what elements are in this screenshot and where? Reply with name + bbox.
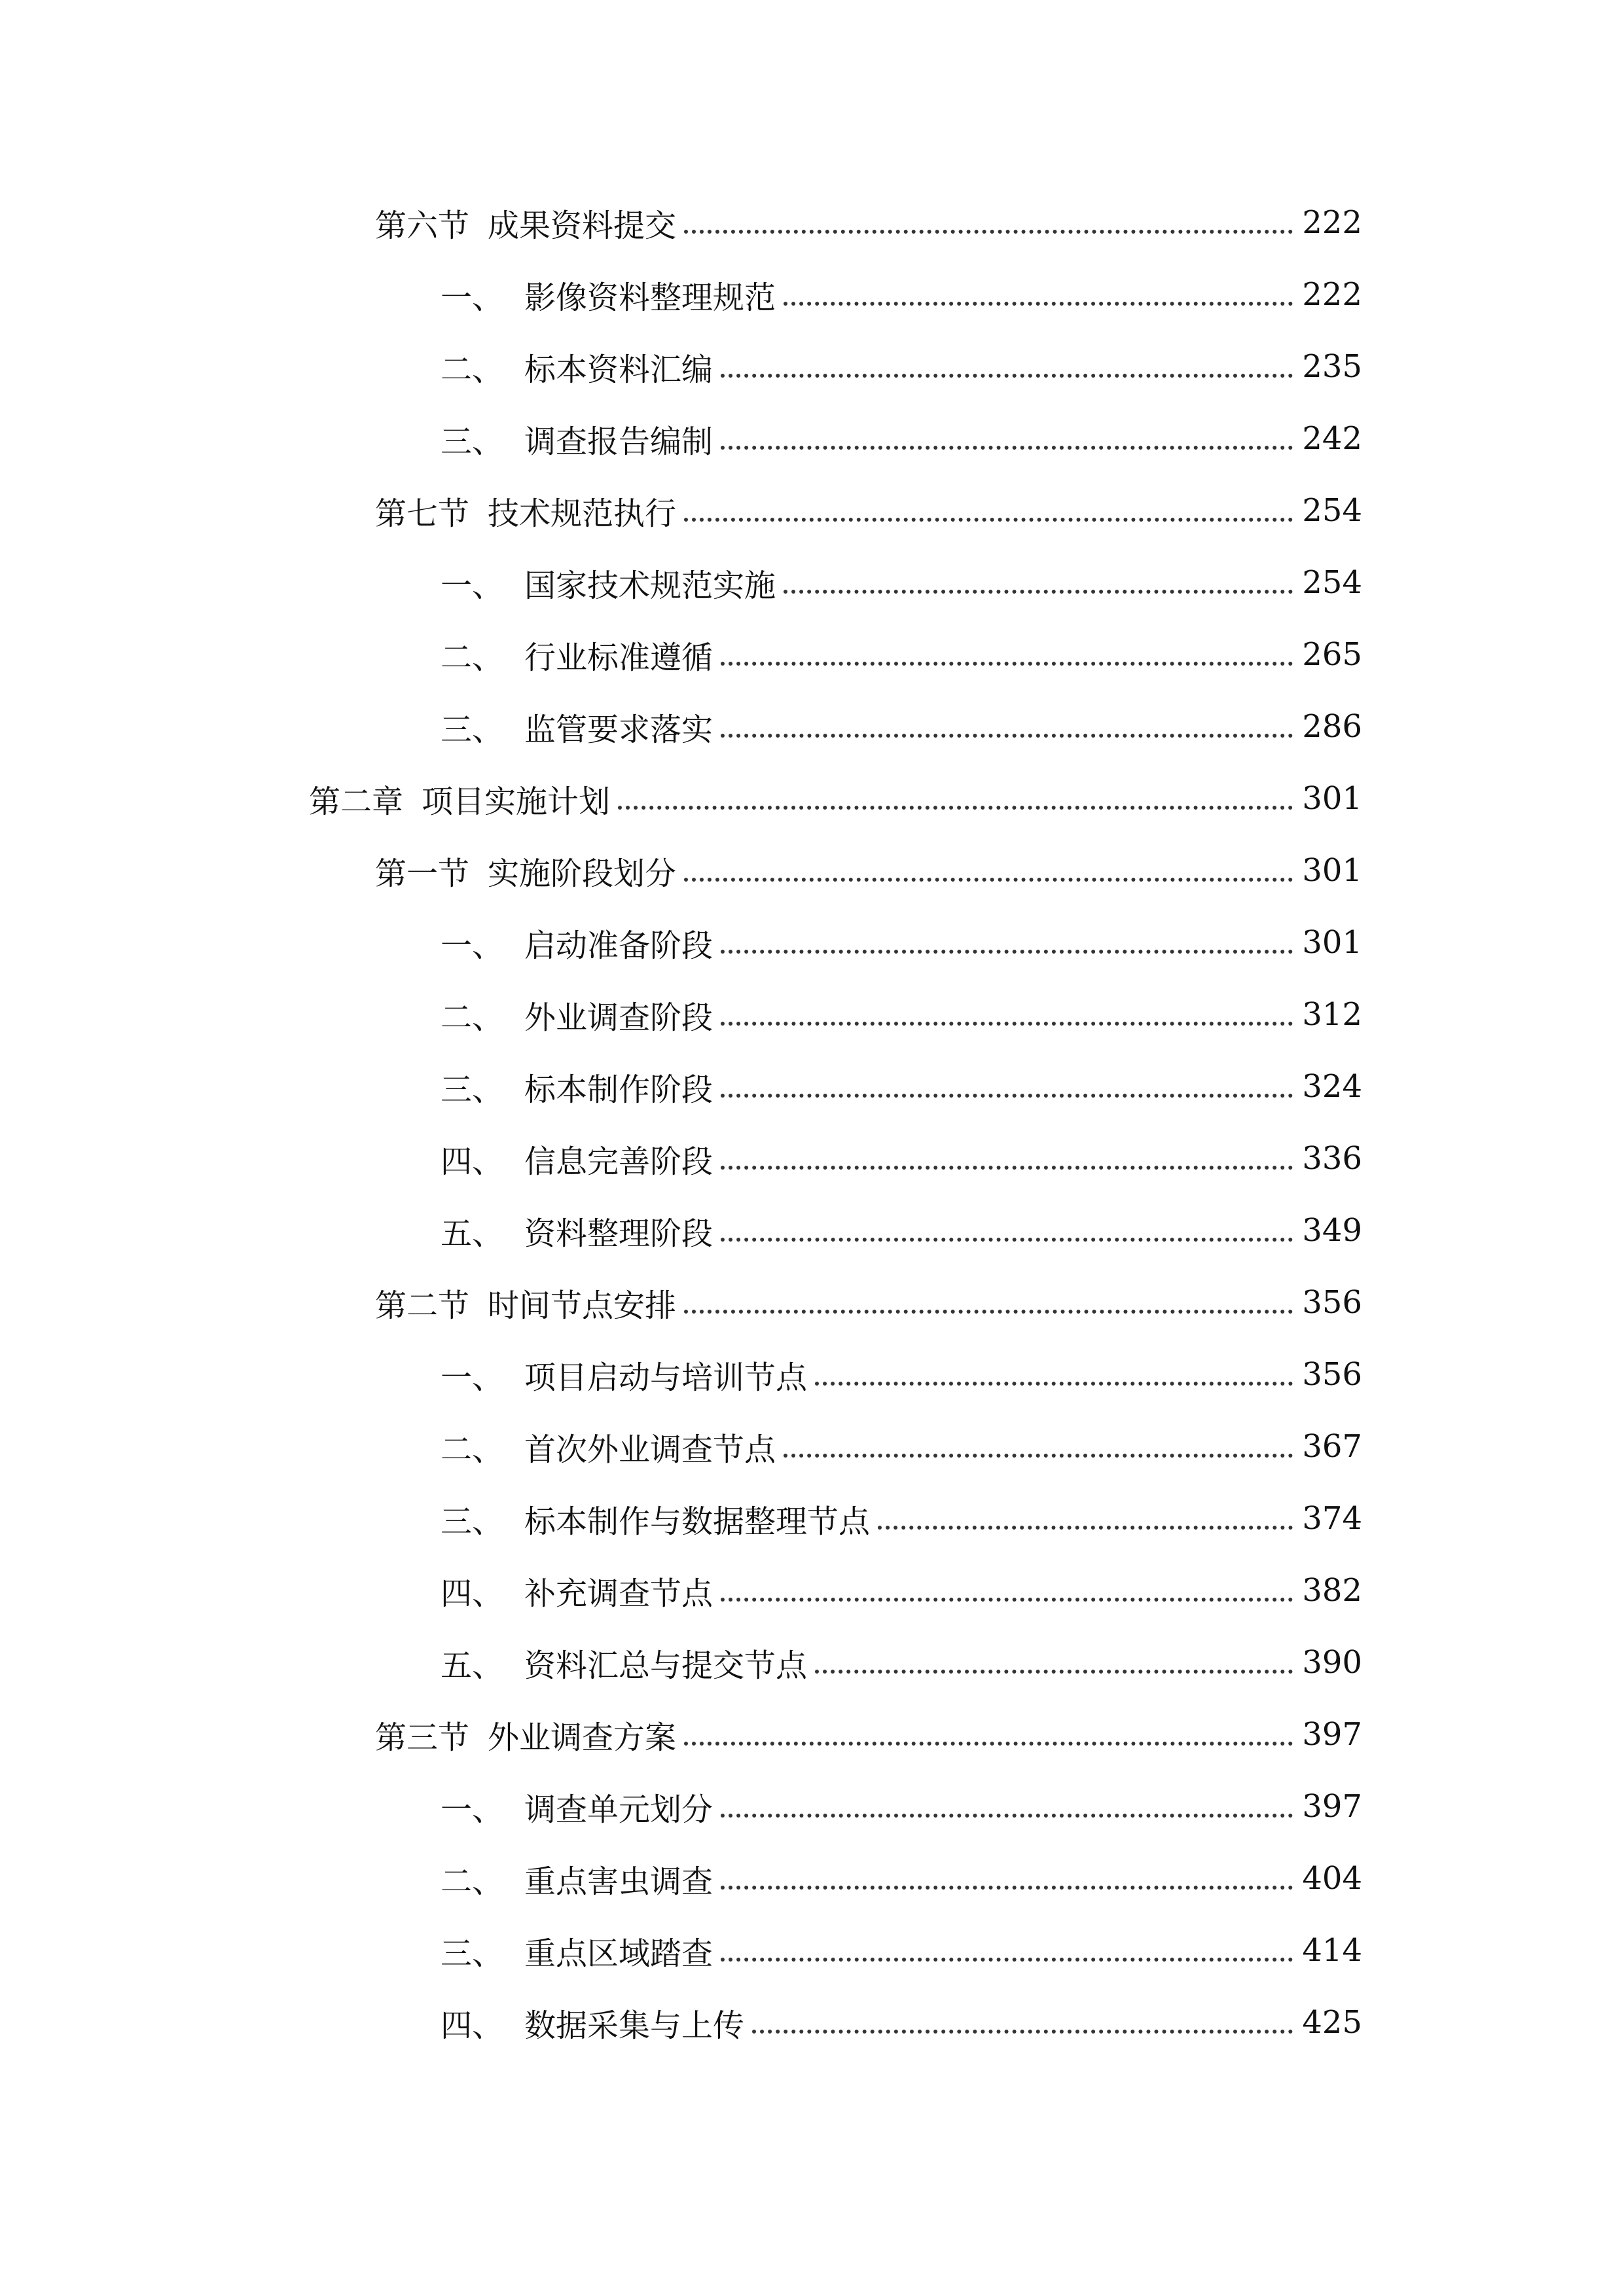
toc-entry-page-number: 301 [1302,780,1362,817]
toc-entry[interactable] [0,834,1624,906]
dot-leader [878,1526,1293,1530]
toc-entry-page-number: 367 [1302,1428,1362,1465]
toc-entry-title: 技术规范执行 [488,495,677,532]
toc-entry-number: 二、 [441,1431,504,1468]
toc-entry[interactable] [0,1410,1624,1482]
toc-entry-number: 第六节 [375,207,470,244]
dot-leader [721,1598,1293,1602]
toc-entry[interactable] [0,331,1624,403]
toc-entry-page-number: 425 [1302,2004,1362,2041]
toc-entry-title: 项目启动与培训节点 [524,1359,808,1396]
toc-entry-page-number: 356 [1302,1284,1362,1321]
dot-leader [721,446,1293,450]
toc-entry[interactable] [0,1842,1624,1914]
toc-entry-title: 实施阶段划分 [488,855,677,892]
toc-entry[interactable] [0,403,1624,475]
dot-leader [752,2030,1293,2034]
toc-entry-title: 资料汇总与提交节点 [524,1647,808,1684]
toc-entry-page-number: 312 [1302,996,1362,1033]
toc-entry-title: 外业调查方案 [488,1719,677,1756]
toc-entry-title: 监管要求落实 [524,711,713,748]
toc-entry-page-number: 301 [1302,924,1362,961]
toc-entry-number: 一、 [441,927,504,964]
dot-leader [721,374,1293,378]
toc-entry[interactable] [0,762,1624,834]
toc-entry-title: 成果资料提交 [488,207,677,244]
toc-entry-number: 第七节 [375,495,470,532]
toc-entry-page-number: 222 [1302,276,1362,313]
toc-entry-number: 一、 [441,279,504,316]
dot-leader [721,734,1293,738]
dot-leader [784,302,1293,306]
toc-entry-title: 首次外业调查节点 [524,1431,776,1468]
dot-leader [684,230,1293,234]
dot-leader [684,878,1293,882]
toc-entry-number: 三、 [441,711,504,748]
toc-entry-title: 信息完善阶段 [524,1143,713,1180]
toc-entry-number: 三、 [441,1503,504,1540]
toc-entry-number: 一、 [441,567,504,604]
dot-leader [721,1022,1293,1026]
dot-leader [721,1886,1293,1890]
toc-entry-title: 行业标准遵循 [524,639,713,676]
toc-entry-title: 外业调查阶段 [524,999,713,1036]
toc-entry-title: 重点区域踏查 [524,1935,713,1972]
toc-entry-number: 一、 [441,1359,504,1396]
toc-entry-title: 补充调查节点 [524,1575,713,1612]
toc-entry[interactable] [0,475,1624,547]
table-of-contents [0,187,1624,2058]
toc-entry-page-number: 390 [1302,1644,1362,1681]
toc-entry-page-number: 397 [1302,1716,1362,1753]
dot-leader [721,1166,1293,1170]
toc-entry-number: 四、 [441,2007,504,2044]
toc-entry[interactable] [0,1338,1624,1410]
dot-leader [684,1742,1293,1746]
toc-entry[interactable] [0,1266,1624,1338]
toc-entry[interactable] [0,547,1624,619]
toc-entry-page-number: 374 [1302,1500,1362,1537]
dot-leader [721,662,1293,666]
toc-entry-title: 标本资料汇编 [524,351,713,388]
toc-entry-page-number: 404 [1302,1860,1362,1897]
toc-entry[interactable] [0,1914,1624,1986]
toc-entry-number: 五、 [441,1215,504,1252]
toc-entry[interactable] [0,1770,1624,1842]
toc-entry-page-number: 254 [1302,492,1362,529]
dot-leader [684,1310,1293,1314]
toc-entry[interactable] [0,1194,1624,1266]
toc-entry-number: 四、 [441,1575,504,1612]
toc-entry-number: 二、 [441,639,504,676]
dot-leader [721,1814,1293,1818]
toc-entry[interactable] [0,906,1624,978]
dot-leader [721,1094,1293,1098]
toc-entry[interactable] [0,1050,1624,1122]
toc-entry-page-number: 382 [1302,1572,1362,1609]
dot-leader [784,590,1293,594]
toc-entry-page-number: 356 [1302,1356,1362,1393]
toc-entry-title: 标本制作阶段 [524,1071,713,1108]
toc-entry-number: 三、 [441,1935,504,1972]
toc-entry-page-number: 242 [1302,420,1362,457]
toc-entry[interactable] [0,691,1624,762]
toc-entry-page-number: 235 [1302,348,1362,385]
toc-entry-page-number: 222 [1302,204,1362,241]
toc-entry-number: 第二节 [375,1287,470,1324]
dot-leader [815,1382,1293,1386]
toc-entry-page-number: 301 [1302,852,1362,889]
toc-entry[interactable] [0,1986,1624,2058]
toc-entry-number: 一、 [441,1791,504,1828]
toc-entry-title: 标本制作与数据整理节点 [524,1503,871,1540]
toc-entry-number: 三、 [441,423,504,460]
toc-entry[interactable] [0,187,1624,259]
toc-entry-number: 四、 [441,1143,504,1180]
toc-entry-number: 第二章 [309,783,404,820]
toc-entry-title: 重点害虫调查 [524,1863,713,1900]
toc-entry[interactable] [0,1554,1624,1626]
toc-entry-page-number: 254 [1302,564,1362,601]
toc-entry-number: 二、 [441,999,504,1036]
toc-entry-title: 启动准备阶段 [524,927,713,964]
toc-entry-number: 二、 [441,351,504,388]
toc-entry-title: 数据采集与上传 [524,2007,745,2044]
toc-entry-number: 二、 [441,1863,504,1900]
toc-entry-page-number: 286 [1302,708,1362,745]
toc-entry[interactable] [0,259,1624,331]
toc-entry[interactable] [0,978,1624,1050]
toc-entry-number: 第一节 [375,855,470,892]
toc-entry-page-number: 349 [1302,1212,1362,1249]
toc-entry-page-number: 324 [1302,1068,1362,1105]
toc-entry-title: 影像资料整理规范 [524,279,776,316]
toc-entry-number: 第三节 [375,1719,470,1756]
toc-entry-page-number: 265 [1302,636,1362,673]
toc-entry-title: 资料整理阶段 [524,1215,713,1252]
dot-leader [721,1238,1293,1242]
toc-entry-title: 项目实施计划 [422,783,611,820]
dot-leader [684,518,1293,522]
toc-entry[interactable] [0,619,1624,691]
dot-leader [618,806,1293,810]
toc-entry-page-number: 336 [1302,1140,1362,1177]
dot-leader [721,950,1293,954]
toc-entry-title: 调查报告编制 [524,423,713,460]
toc-entry-page-number: 414 [1302,1932,1362,1969]
toc-entry-number: 三、 [441,1071,504,1108]
toc-entry-page-number: 397 [1302,1788,1362,1825]
dot-leader [815,1670,1293,1674]
toc-entry[interactable] [0,1122,1624,1194]
toc-entry[interactable] [0,1698,1624,1770]
dot-leader [721,1958,1293,1962]
toc-entry-title: 调查单元划分 [524,1791,713,1828]
toc-entry[interactable] [0,1626,1624,1698]
dot-leader [784,1454,1293,1458]
toc-entry[interactable] [0,1482,1624,1554]
toc-entry-title: 时间节点安排 [488,1287,677,1324]
toc-entry-number: 五、 [441,1647,504,1684]
toc-entry-title: 国家技术规范实施 [524,567,776,604]
